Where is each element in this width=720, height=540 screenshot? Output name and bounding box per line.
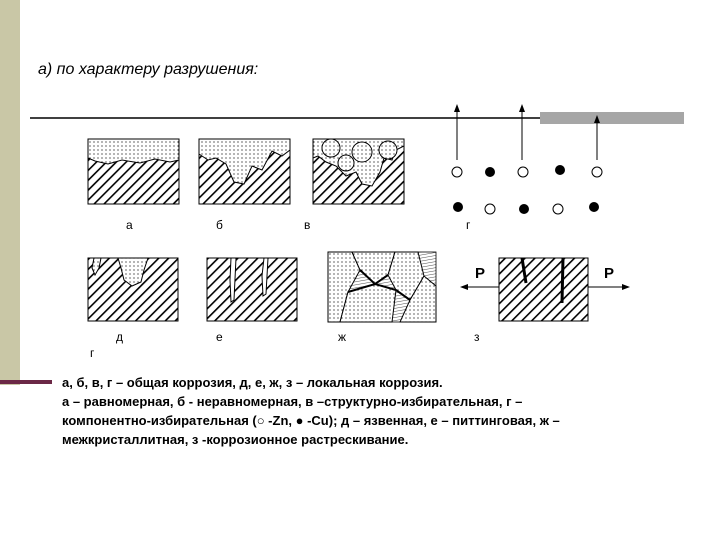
- label-e: е: [216, 330, 223, 344]
- label-p-left: Р: [475, 265, 486, 282]
- caption-line-4: межкристаллитная, з -коррозионное растрескивание.: [62, 432, 409, 447]
- specimen-zh: [328, 252, 436, 322]
- grey-band: [540, 112, 684, 124]
- label-z: з: [474, 330, 480, 344]
- label-g-top: г: [466, 218, 471, 232]
- label-v: в: [304, 218, 311, 232]
- specimen-d: [88, 258, 178, 321]
- label-a: а: [126, 218, 133, 232]
- label-zh: ж: [338, 330, 347, 344]
- label-d: д: [116, 330, 124, 344]
- specimen-v: [313, 139, 404, 204]
- caption-line-1: а, б, в, г – общая коррозия, д, е, ж, з – локальная коррозия.: [62, 375, 443, 390]
- specimen-b: [199, 139, 290, 204]
- label-p-right: Р: [604, 265, 615, 282]
- caption-text: [62, 373, 702, 449]
- caption-line-2: а – равномерная, б - неравномерная, в –структурно-избирательная, г –: [62, 394, 523, 409]
- label-g-left: г: [90, 346, 95, 360]
- caption-line-3: компонентно-избирательная (○ -Zn, ● -Cu); д – язвенная, е – питтинговая, ж –: [62, 413, 560, 428]
- specimen-a: [88, 139, 179, 204]
- page-heading: а) по характеру разрушения:: [38, 61, 259, 78]
- label-b: б: [216, 218, 223, 232]
- specimen-e: [207, 258, 297, 321]
